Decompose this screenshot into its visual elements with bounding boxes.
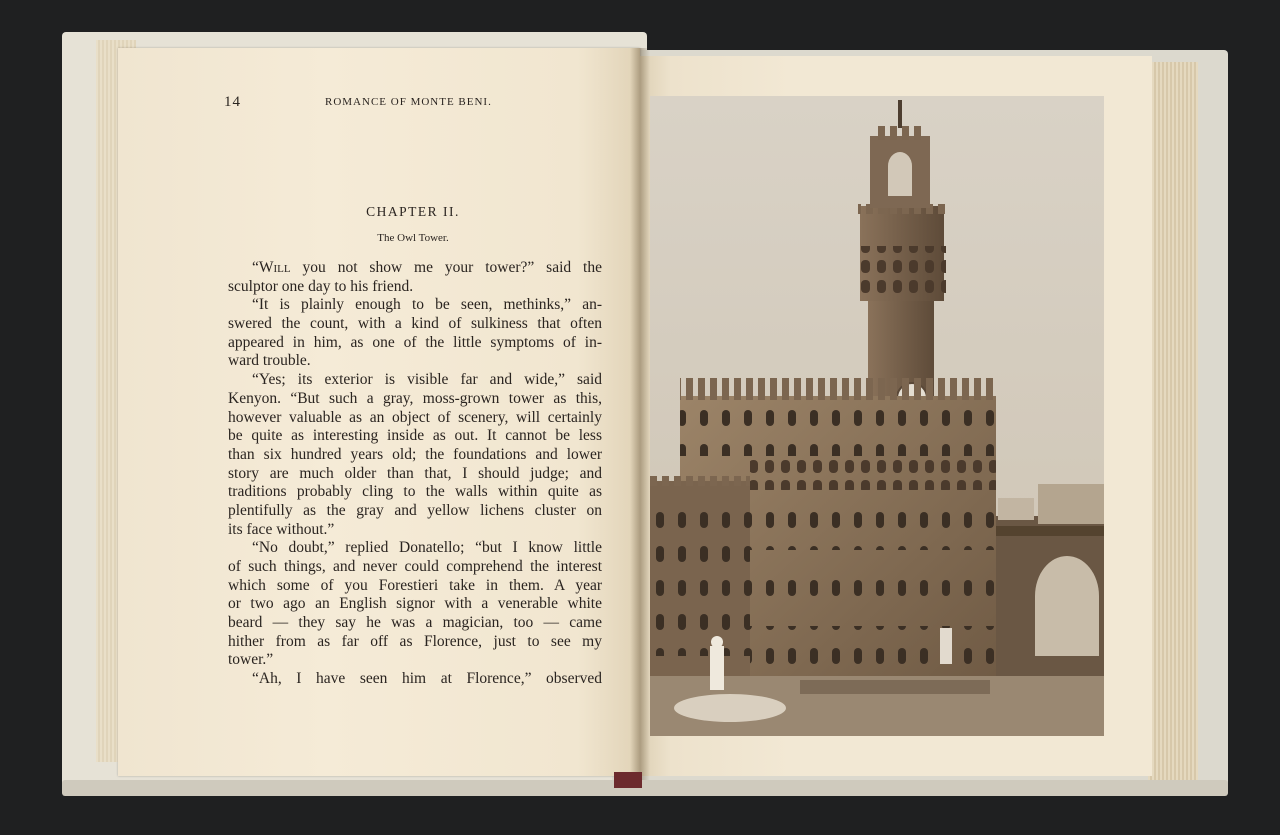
chapter-body-text (228, 259, 602, 689)
palazzo-vecchio-photograph (650, 96, 1104, 736)
text-line: than six hundred years old; the foundations and lower (228, 445, 602, 463)
text-line: story are much older than that, I should judge; and (228, 464, 602, 482)
text-line: however valuable as an object of scenery, will certainly (228, 408, 602, 426)
text-line: be quite as interesting inside as out. It cannot be less (228, 427, 602, 445)
text-line: “Yes; its exterior is visible far and wide,” said (252, 371, 602, 389)
text-line: swered the count, with a kind of sulkiness that often (228, 315, 602, 333)
book-cover-edge (62, 780, 1228, 796)
bookmark-ribbon (614, 772, 642, 788)
running-head: ROMANCE OF MONTE BENI. (325, 96, 492, 108)
page-number: 14 (224, 94, 241, 110)
text-line: “Ah, I have seen him at Florence,” observed (252, 670, 602, 688)
text-line: beard — they say he was a magician, too — came (228, 614, 602, 632)
text-line: traditions probably cling to the walls within quite as (228, 483, 602, 501)
text-line: Kenyon. “But such a gray, moss-grown tower as this, (228, 389, 602, 407)
text-line: of such things, and never could comprehend the interest (228, 558, 602, 575)
text-line: appeared in him, as one of the little symptoms of in- (228, 333, 602, 351)
text-line: plentifully as the gray and yellow lichens cluster on (228, 501, 602, 519)
text-line: which some of you Forestieri take in them. A year (228, 576, 602, 594)
text-line: its face without.” (228, 520, 335, 538)
text-line: “Will you not show me your tower?” said the (252, 259, 602, 276)
page-stack-right (1148, 62, 1198, 780)
text-line: sculptor one day to his friend. (228, 277, 414, 295)
book-gutter (630, 48, 650, 780)
text-line: “No doubt,” replied Donatello; “but I know little (252, 539, 602, 557)
text-line: tower.” (228, 651, 274, 669)
text-line: “It is plainly enough to be seen, methinks,” an- (252, 296, 602, 314)
text-line: hither from as far off as Florence, just to see my (228, 632, 602, 650)
text-line: or two ago an English signor with a venerable white (228, 595, 602, 613)
text-line: ward trouble. (228, 352, 311, 370)
chapter-title: CHAPTER II. (366, 204, 460, 219)
chapter-subtitle: The Owl Tower. (377, 232, 449, 244)
